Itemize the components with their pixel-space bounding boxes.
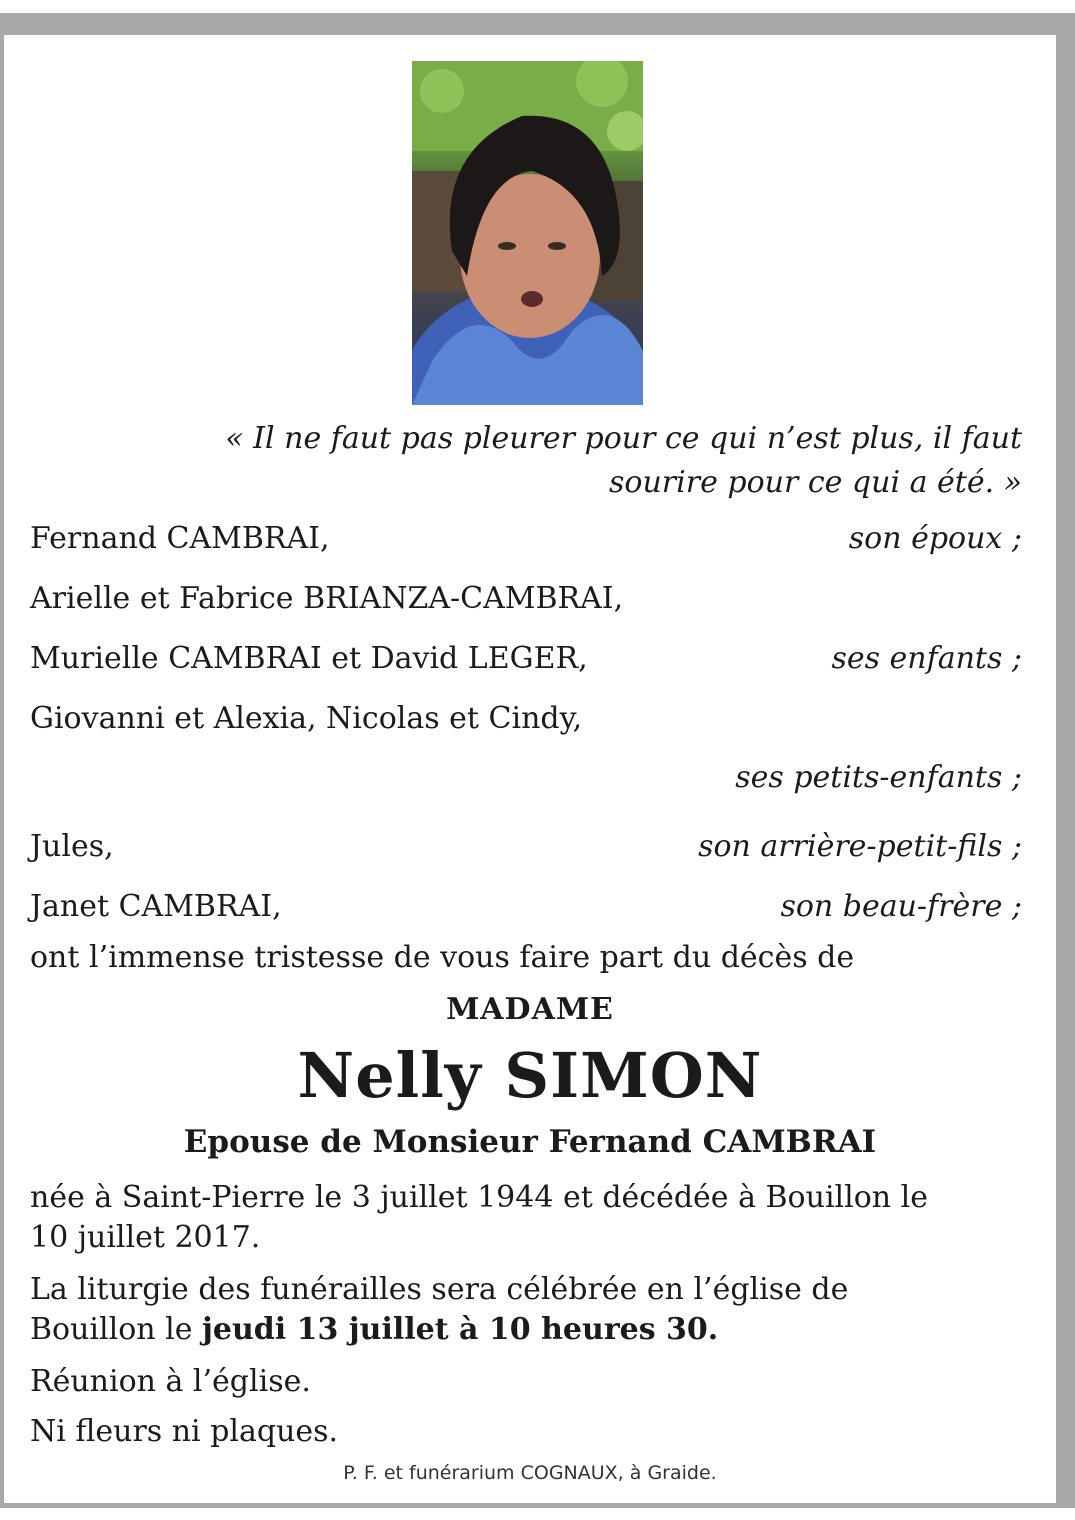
quote-line-2: sourire pour ce qui a été. »: [609, 465, 1022, 500]
memorial-quote: [200, 417, 1022, 505]
family-name: Murielle CAMBRAI et David LEGER,: [30, 641, 588, 676]
frame-border-left: [0, 13, 4, 1508]
deceased-subtitle: Epouse de Monsieur Fernand CAMBRAI: [183, 1124, 877, 1160]
announcement-text: ont l’immense tristesse de vous faire part du décès de: [30, 940, 855, 975]
family-name: Fernand CAMBRAI,: [30, 521, 330, 556]
family-name: Arielle et Fabrice BRIANZA-CAMBRAI,: [30, 581, 624, 616]
family-name: Giovanni et Alexia, Nicolas et Cindy,: [30, 701, 583, 736]
funeral-line-2-prefix: Bouillon le: [30, 1312, 203, 1347]
family-relation: son beau-frère ;: [780, 889, 1022, 924]
funeral-datetime: jeudi 13 juillet à 10 heures 30.: [202, 1312, 719, 1347]
birth-death-line-1: née à Saint-Pierre le 3 juillet 1944 et décédée à Bouillon le: [30, 1180, 928, 1215]
frame-border-bottom: [0, 1503, 1075, 1508]
birth-death-line-2: 10 juillet 2017.: [30, 1220, 261, 1255]
frame-border-right: [1056, 13, 1075, 1508]
family-relation: ses enfants ;: [831, 641, 1022, 676]
family-relation: son arrière-petit-fils ;: [698, 829, 1022, 864]
deceased-title: MADAME: [446, 992, 614, 1027]
family-relation: son époux ;: [848, 521, 1022, 556]
quote-line-1: « Il ne faut pas pleurer pour ce qui n’est plus, il faut: [225, 421, 1022, 456]
funeral-line-1: La liturgie des funérailles sera célébrée en l’église de: [30, 1272, 849, 1307]
funeral-line-2: [30, 1310, 1020, 1350]
portrait-photo: [412, 61, 643, 405]
family-name: Janet CAMBRAI,: [30, 889, 282, 924]
funeral-paragraph: [30, 1270, 1020, 1350]
deceased-name: Nelly SIMON: [297, 1039, 763, 1112]
family-name: Jules,: [30, 829, 114, 864]
birth-death-paragraph: [30, 1178, 1020, 1258]
family-relation: ses petits-enfants ;: [735, 760, 1022, 795]
meeting-text: Réunion à l’église.: [30, 1364, 311, 1399]
flowers-text: Ni fleurs ni plaques.: [30, 1414, 339, 1449]
frame-border-top: [0, 13, 1075, 35]
funeral-home-footer: P. F. et funérarium COGNAUX, à Graide.: [343, 1462, 717, 1484]
